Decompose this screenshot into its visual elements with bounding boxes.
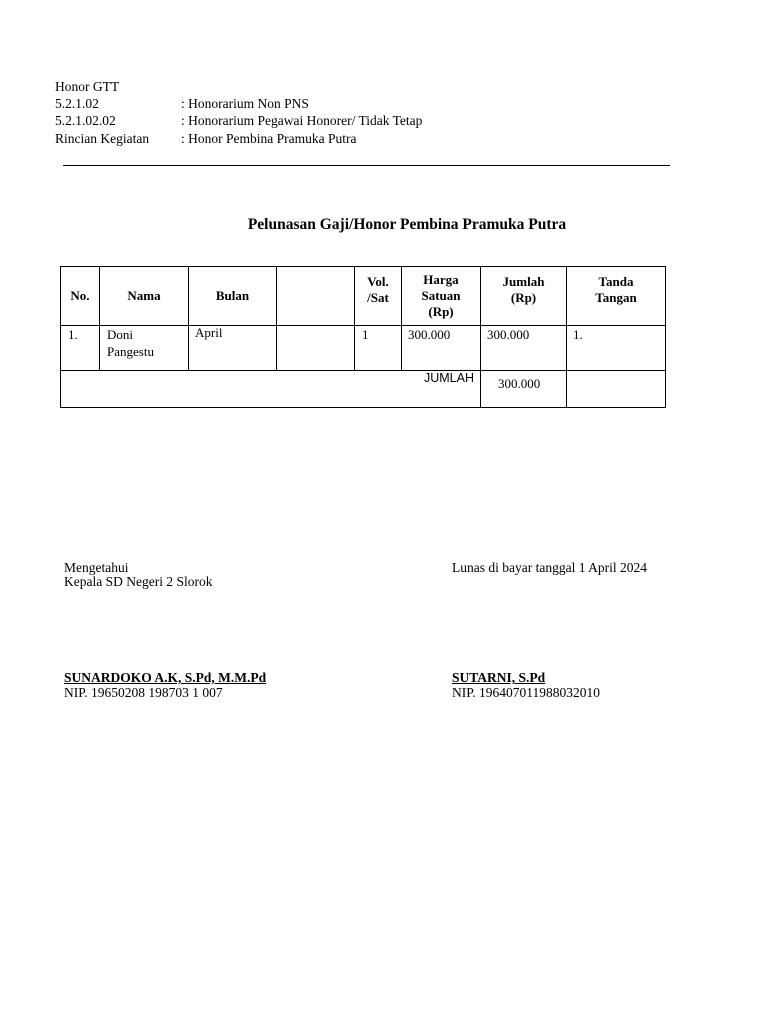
header-title: Honor GTT [55,79,120,94]
document-title: Pelunasan Gaji/Honor Pembina Pramuka Putra [247,216,567,233]
cell-jumlah: 300.000 [481,326,567,371]
cell-harga-satuan: 300.000 [402,326,481,371]
table-total-row [61,371,666,408]
headmaster-nip: NIP. 19650208 198703 1 007 [64,685,223,700]
acknowledged-label: Mengetahui [64,560,129,575]
paid-date-text: Lunas di bayar tanggal 1 April 2024 [452,560,647,575]
total-empty-cell [567,371,666,408]
cell-nama: Doni Pangestu [100,326,189,371]
cell-vol: 1 [355,326,402,371]
treasurer-nip: NIP. 196407011988032010 [452,685,601,700]
total-label-cell [61,371,481,408]
headmaster-title: Kepala SD Negeri 2 Slorok [64,574,213,589]
total-value: 300.000 [498,376,541,391]
sub-account-code-label: 5.2.1.02.02 [55,113,116,128]
cell-no: 1. [61,326,100,371]
col-header-vol: Vol. /Sat [355,267,402,326]
total-label: JUMLAH [423,371,474,385]
col-header-tanda-tangan: Tanda Tangan [567,267,666,326]
payment-table [60,266,666,408]
cell-blank [277,326,355,371]
account-code-label: 5.2.1.02 [55,96,99,111]
account-code-value: : Honorarium Non PNS [181,96,309,111]
col-header-blank [277,267,355,326]
total-value-cell [481,371,567,408]
col-header-bulan: Bulan [189,267,277,326]
sub-account-code-value: : Honorarium Pegawai Honorer/ Tidak Tetap [181,113,423,128]
header-divider [63,165,670,166]
cell-tanda-tangan: 1. [567,326,666,371]
col-header-harga-satuan: Harga Satuan (Rp) [402,267,481,326]
col-header-jumlah: Jumlah (Rp) [481,267,567,326]
table-row [61,326,666,371]
activity-label: Rincian Kegiatan [55,131,150,146]
cell-bulan: April [189,326,277,371]
table-header-row [61,267,666,326]
headmaster-name: SUNARDOKO A.K, S.Pd, M.M.Pd [64,670,267,685]
col-header-no: No. [61,267,100,326]
activity-value: : Honor Pembina Pramuka Putra [181,131,357,146]
col-header-nama: Nama [100,267,189,326]
treasurer-name: SUTARNI, S.Pd [452,670,546,685]
